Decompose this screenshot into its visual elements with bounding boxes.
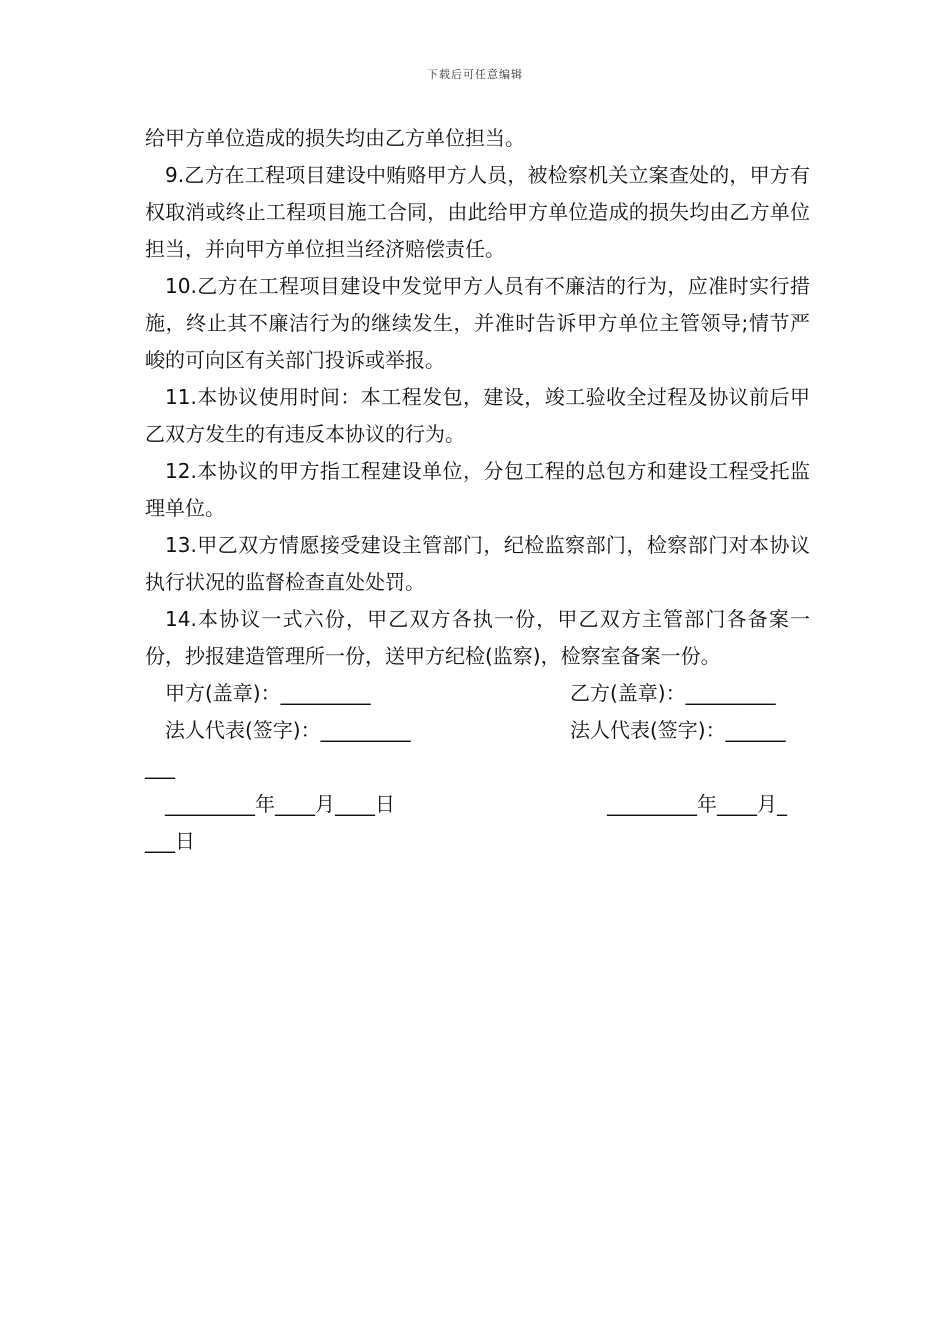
seal-row <box>145 675 810 712</box>
clause-12: 12.本协议的甲方指工程建设单位，分包工程的总包方和建设工程受托监理单位。 <box>145 459 810 520</box>
party-a-representative: 法人代表(签字)：_________ <box>165 718 411 742</box>
party-b-date: _________年____月_ <box>607 792 787 816</box>
party-a-seal: 甲方(盖章)：_________ <box>165 681 371 705</box>
date-row <box>145 786 810 823</box>
clause-13: 13.甲乙双方情愿接受建设主管部门，纪检监察部门，检察部门对本协议执行状况的监督检查直处处罚。 <box>145 533 810 594</box>
party-b-representative-wrap: ___ <box>145 755 175 779</box>
page-header: 下载后可任意编辑 <box>427 68 523 81</box>
party-b-representative: 法人代表(签字)：______ <box>570 718 786 742</box>
representative-row <box>145 712 810 749</box>
party-a-date: _________年____月____日 <box>165 792 395 816</box>
party-b-seal: 乙方(盖章)：_________ <box>570 681 776 705</box>
party-b-date-wrap: ___日 <box>145 829 195 853</box>
document-body <box>145 120 810 860</box>
clause-10: 10.乙方在工程项目建设中发觉甲方人员有不廉洁的行为，应准时实行措施，终止其不廉洁行为的继续发生，并准时告诉甲方单位主管领导;情节严峻的可向区有关部门投诉或举报。 <box>145 274 810 372</box>
clause-9: 9.乙方在工程项目建设中贿赂甲方人员，被检察机关立案查处的，甲方有权取消或终止工程项目施工合同，由此给甲方单位造成的损失均由乙方单位担当，并向甲方单位担当经济赔偿责任。 <box>145 163 810 261</box>
clause-14: 14.本协议一式六份，甲乙双方各执一份，甲乙双方主管部门各备案一份，抄报建造管理所一份，送甲方纪检(监察)，检察室备案一份。 <box>145 607 810 668</box>
paragraph-continuation: 给甲方单位造成的损失均由乙方单位担当。 <box>145 126 525 150</box>
clause-11: 11.本协议使用时间：本工程发包，建设，竣工验收全过程及协议前后甲乙双方发生的有违反本协议的行为。 <box>145 385 810 446</box>
